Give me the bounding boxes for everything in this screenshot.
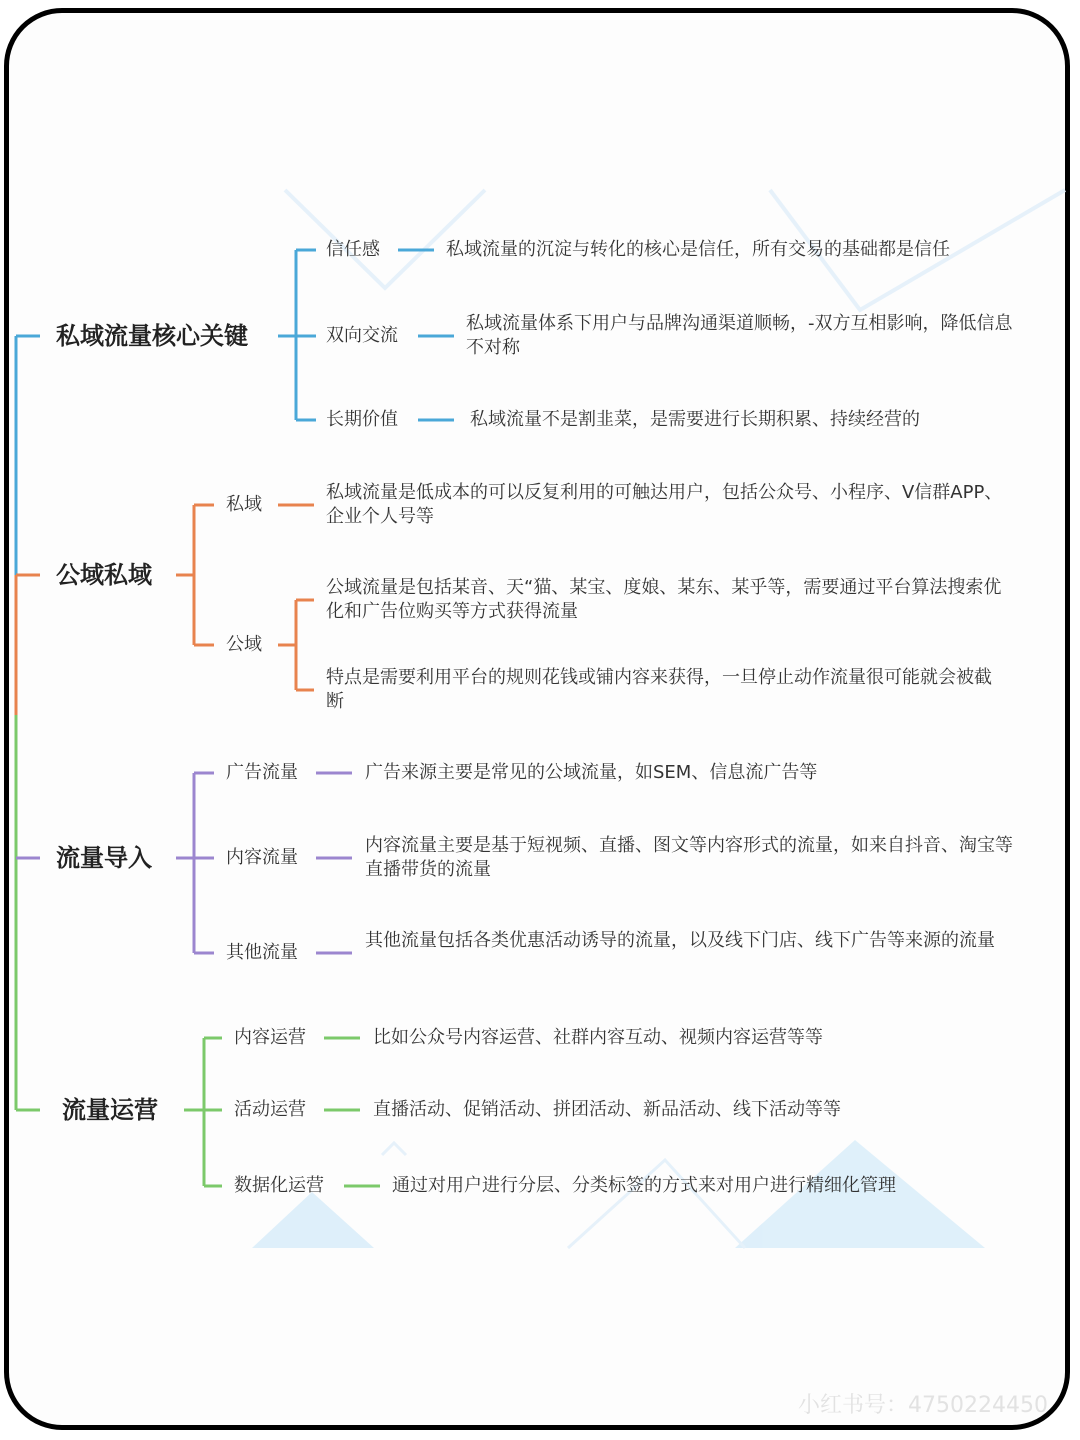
node-label: 公域 [226,634,262,655]
node-description: 特点是需要利用平台的规则花钱或铺内容来获得，一旦停止动作流量很可能就会被截断 [326,667,992,712]
node-label: 内容流量 [226,847,298,868]
node-label: 其他流量 [226,942,298,963]
node-label: 数据化运营 [234,1175,324,1196]
branch-title: 流量导入 [56,844,152,872]
node-description: 直播活动、促销活动、拼团活动、新品活动、线下活动等等 [373,1099,841,1120]
node-description: 比如公众号内容运营、社群内容互动、视频内容运营等等 [373,1027,823,1048]
node-description: 公域流量是包括某音、天“猫、某宝、度娘、某东、某乎等，需要通过平台算法搜索优化和广告位购买等方式获得流量 [326,577,1002,622]
spine [16,336,40,1110]
branch-title: 流量运营 [62,1096,158,1124]
node-label: 双向交流 [326,325,398,346]
node-label: 内容运营 [234,1027,306,1048]
node-label: 信任感 [326,239,380,260]
node-label: 活动运营 [234,1099,306,1120]
node-description: 广告来源主要是常见的公域流量，如SEM、信息流广告等 [365,762,818,783]
node-description: 私域流量不是割韭菜，是需要进行长期积累、持续经营的 [470,409,920,430]
branch-2-connectors [176,505,314,690]
watermark: 小红书号：4750224450 [798,1393,1048,1418]
node-description: 通过对用户进行分层、分类标签的方式来对用户进行精细化管理 [392,1175,896,1196]
node-description: 私域流量是低成本的可以反复利用的可触达用户，包括公众号、小程序、V信群APP、企业个人号等 [326,482,1003,527]
node-label: 长期价值 [326,409,398,430]
node-description: 其他流量包括各类优惠活动诱导的流量，以及线下门店、线下广告等来源的流量 [365,930,995,951]
node-label: 广告流量 [226,762,298,783]
branch-title: 私域流量核心关键 [56,322,248,350]
node-description: 私域流量的沉淀与转化的核心是信任，所有交易的基础都是信任 [446,239,950,260]
node-label: 私域 [226,494,262,515]
node-description: 私域流量体系下用户与品牌沟通渠道顺畅，-双方互相影响，降低信息不对称 [466,313,1013,358]
branch-title: 公域私域 [56,561,152,589]
node-description: 内容流量主要是基于短视频、直播、图文等内容形式的流量，如来自抖音、淘宝等直播带货的流量 [365,835,1013,880]
